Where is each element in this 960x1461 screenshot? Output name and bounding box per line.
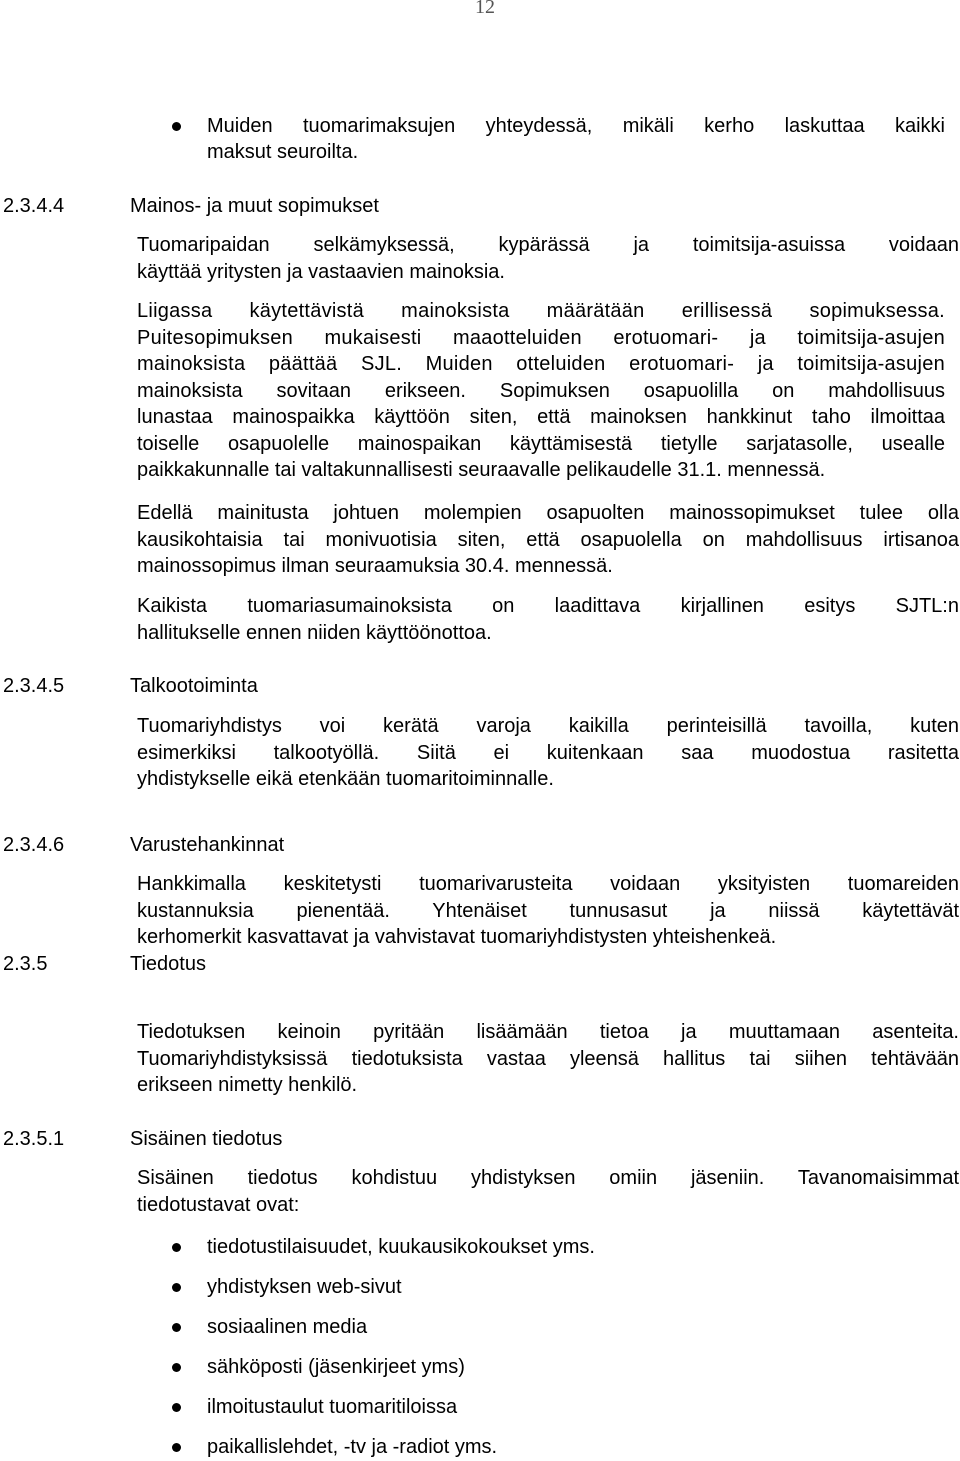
list-item-text: maksut seuroilta. [207,141,359,163]
section-number: 2.3.5.1 [3,1128,65,1150]
bullet-icon [172,1243,181,1252]
bullet-icon [172,1283,181,1292]
page-number: 12 [475,0,495,18]
list-item-text: paikallislehdet, -tv ja -radiot yms. [207,1436,498,1458]
section-title: Mainos- ja muut sopimukset [130,195,379,217]
bullet-icon [172,122,181,131]
section-number: 2.3.5 [3,953,48,975]
paragraph: Kaikista tuomariasumainoksista on laadittava kirjallinen esitys SJTL:n hallitukselle ennen niiden käyttöönottoa. [137,595,959,644]
section-number: 2.3.4.5 [3,675,65,697]
section-number: 2.3.4.4 [3,195,65,217]
bullet-icon [172,1323,181,1332]
section-title: Sisäinen tiedotus [130,1128,283,1150]
section-title: Tiedotus [130,953,206,975]
section-title: Talkootoiminta [130,675,258,697]
paragraph: Liigassa käytettävistä mainoksista määrätään erillisessä sopimuksessa. Puitesopimuksen mukaisesti maaotteluiden erotuomari- ja toimitsija-asujen mainoksista päättää SJL. Muiden otteluiden erotuomari- ja toimitsija-asujen mainoksista sovitaan erikseen. Sopimuksen osapuolilla on mahdollisuus lunastaa mainospaikka käyttöön siten, että mainoksen hankkinut taho ilmoittaa toiselle osapuolelle mainospaikan käyttämisestä tietylle sarjatasolle, usealle paikkakunnalle tai valtakunnallisesti seuraavalle pelikaudelle 31.1. mennessä. [137,300,945,481]
bullet-icon [172,1443,181,1452]
list-item-text: sosiaalinen media [207,1316,368,1338]
bullet-icon [172,1363,181,1372]
paragraph: Tuomaripaidan selkämyksessä, kypärässä ja toimitsija-asuissa voidaan käyttää yritysten ja vastaavien mainoksia. [137,234,959,283]
paragraph: Edellä mainitusta johtuen molempien osapuolten mainossopimukset tulee olla kausikohtaisia tai monivuotisia siten, että osapuolella on mahdollisuus irtisanoa mainossopimus ilman seuraamuksia 30.4. mennessä. [137,502,959,577]
list-item-text: sähköposti (jäsenkirjeet yms) [207,1356,465,1378]
list-item-text: ilmoitustaulut tuomaritiloissa [207,1396,458,1418]
paragraph: Tuomariyhdistys voi kerätä varoja kaikilla perinteisillä tavoilla, kuten esimerkiksi talkootyöllä. Siitä ei kuitenkaan saa muodostua rasitetta yhdistykselle eikä etenkään tuomaritoiminnalle. [137,715,959,790]
paragraph: Tiedotuksen keinoin pyritään lisäämään tietoa ja muuttamaan asenteita. Tuomariyhdistyksissä tiedotuksista vastaa yleensä hallitus tai siihen tehtävään erikseen nimetty henkilö. [137,1021,959,1096]
section-title: Varustehankinnat [130,834,285,856]
paragraph: Sisäinen tiedotus kohdistuu yhdistyksen omiin jäseniin. Tavanomaisimmat tiedotustavat ovat: [137,1167,959,1216]
list-item-text: yhdistyksen web-sivut [207,1276,402,1298]
bullet-icon [172,1403,181,1412]
list-item-text: tiedotustilaisuudet, kuukausikokoukset yms. [207,1236,595,1258]
section-number: 2.3.4.6 [3,834,65,856]
paragraph: Hankkimalla keskitetysti tuomarivarusteita voidaan yksityisten tuomareiden kustannuksia pienentää. Yhtenäiset tunnusasut ja niissä käytettävät kerhomerkit kasvattavat ja vahvistavat tuomariyhdistysten yhteishenkeä. [137,873,959,948]
list-item-text: Muiden tuomarimaksujen yhteydessä, mikäli kerho laskuttaa kaikki [207,115,945,137]
